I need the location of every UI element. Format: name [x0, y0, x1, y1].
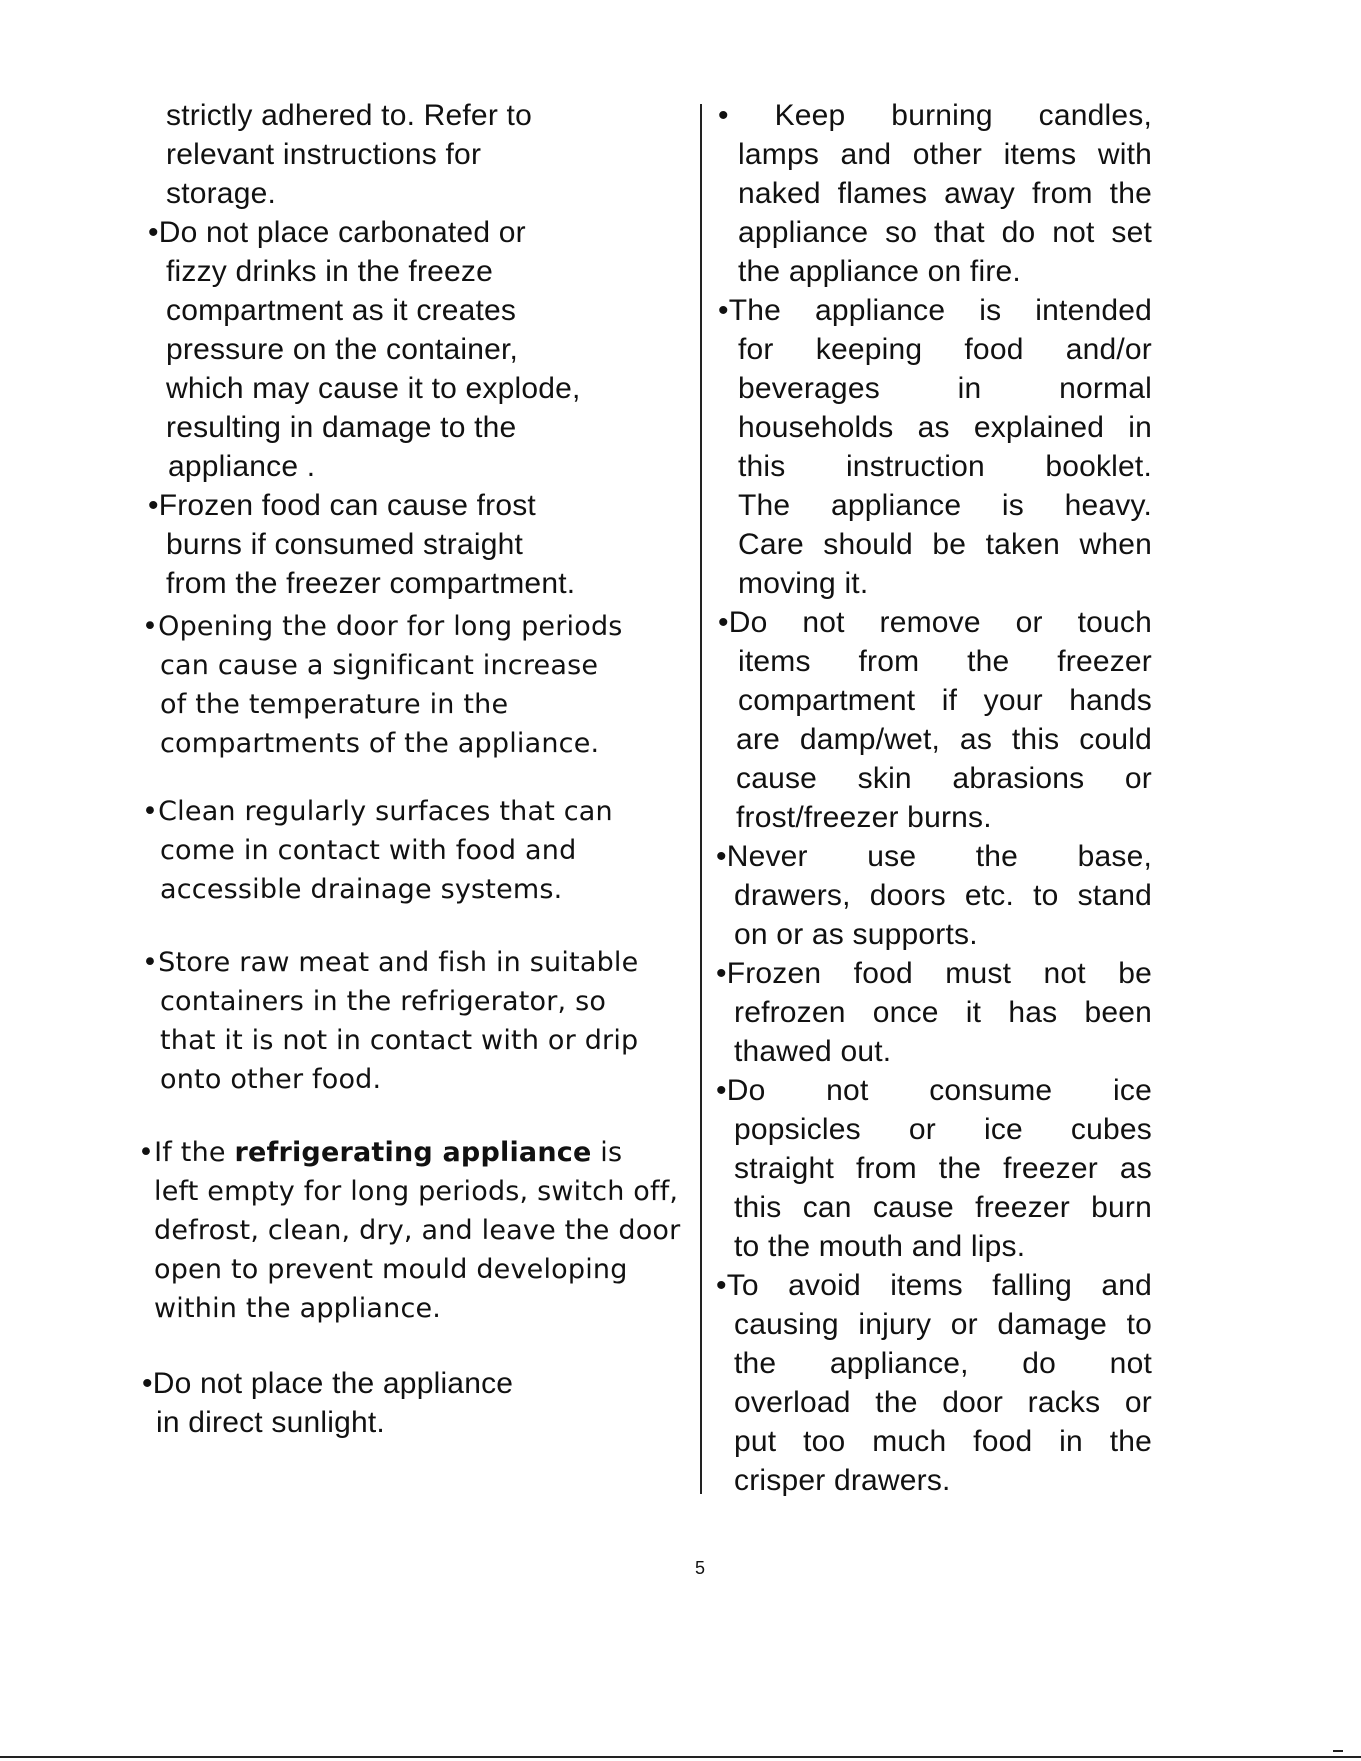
text-line: drawers, doors etc. to stand	[734, 879, 1152, 912]
text-line: from the freezer compartment.	[166, 567, 576, 600]
text-line: this instruction booklet.	[738, 450, 1152, 483]
text-line: for keeping food and/or	[738, 333, 1152, 366]
text-line: •Do not remove or touch	[718, 606, 1152, 639]
text-line: cause skin abrasions or	[736, 762, 1152, 795]
right-block-refreeze	[716, 954, 1152, 1071]
text-fragment: is	[591, 1137, 623, 1168]
text-line: open to prevent mould developing	[154, 1254, 628, 1285]
text-line: onto other food.	[160, 1064, 382, 1095]
text-line: overload the door racks or	[734, 1386, 1152, 1419]
text-line: that it is not in contact with or drip	[160, 1025, 639, 1056]
text-line: which may cause it to explode,	[166, 372, 581, 405]
text-line: crisper drawers.	[734, 1464, 951, 1497]
text-line: •Do not consume ice	[716, 1074, 1152, 1107]
text-line: appliance .	[168, 450, 316, 483]
text-line: popsicles or ice cubes	[734, 1113, 1152, 1146]
text-line: lamps and other items with	[738, 138, 1152, 171]
text-line: •The appliance is intended	[718, 294, 1152, 327]
column-divider	[700, 104, 702, 1494]
text-line: •Frozen food can cause frost	[148, 489, 536, 522]
text-line: pressure on the container,	[166, 333, 519, 366]
text-line: households as explained in	[738, 411, 1152, 444]
right-column	[716, 96, 1152, 1500]
left-block-sunlight	[142, 1364, 680, 1442]
text-line: to the mouth and lips.	[734, 1230, 1026, 1263]
text-line: can cause a significant increase	[160, 650, 599, 681]
left-block-raw-meat	[142, 943, 680, 1099]
text-line: accessible drainage systems.	[160, 874, 563, 905]
text-line: thawed out.	[734, 1035, 892, 1068]
right-block-intended-use	[718, 291, 1152, 603]
page-number: 5	[694, 1558, 705, 1578]
text-line: relevant instructions for	[166, 138, 482, 171]
bottom-tick-mark	[1333, 1750, 1343, 1752]
left-block-door-open	[142, 607, 680, 763]
text-line: •Do not place carbonated or	[148, 216, 526, 249]
text-line: frost/freezer burns.	[736, 801, 992, 834]
text-line: burns if consumed straight	[166, 528, 524, 561]
text-line: refrozen once it has been	[734, 996, 1152, 1029]
text-line: compartment if your hands	[738, 684, 1152, 717]
text-line: on or as supports.	[734, 918, 978, 951]
text-line: fizzy drinks in the freeze	[166, 255, 493, 288]
text-line: strictly adhered to. Refer to	[166, 99, 532, 132]
text-line: containers in the refrigerator, so	[160, 986, 607, 1017]
right-block-popsicles	[716, 1071, 1152, 1266]
text-line: the appliance on fire.	[738, 255, 1021, 288]
text-line: put too much food in the	[734, 1425, 1152, 1458]
left-block-carbonated	[148, 213, 680, 486]
left-block-frozen-food	[148, 486, 680, 603]
right-block-overload	[716, 1266, 1152, 1500]
text-line: resulting in damage to the	[166, 411, 517, 444]
right-block-candles	[718, 96, 1152, 291]
text-line: appliance so that do not set	[738, 216, 1152, 249]
text-line: •Clean regularly surfaces that can	[142, 796, 613, 827]
text-line: •Store raw meat and fish in suitable	[142, 947, 639, 978]
text-line: items from the freezer	[738, 645, 1152, 678]
text-line: •To avoid items falling and	[716, 1269, 1152, 1302]
text-line: naked flames away from the	[738, 177, 1152, 210]
text-line: within the appliance.	[154, 1293, 442, 1324]
right-block-damp-hands	[718, 603, 1152, 837]
text-line: •Never use the base,	[716, 840, 1152, 873]
text-line: storage.	[166, 177, 276, 210]
text-fragment: •If the	[138, 1137, 235, 1168]
text-line: compartment as it creates	[166, 294, 517, 327]
text-line: of the temperature in the	[160, 689, 509, 720]
left-block-storage	[160, 96, 680, 213]
text-line: causing injury or damage to	[734, 1308, 1152, 1341]
text-line	[138, 1133, 680, 1172]
text-line: left empty for long periods, switch off,	[154, 1176, 679, 1207]
text-line: straight from the freezer as	[734, 1152, 1152, 1185]
text-line: Care should be taken when	[738, 528, 1152, 561]
text-line: •Frozen food must not be	[716, 957, 1152, 990]
text-line: come in contact with food and	[160, 835, 577, 866]
bottom-rule	[0, 1756, 1361, 1758]
left-block-clean	[142, 792, 680, 909]
text-line: in direct sunlight.	[156, 1406, 385, 1439]
text-line: compartments of the appliance.	[160, 728, 600, 759]
text-line: defrost, clean, dry, and leave the door	[154, 1215, 681, 1246]
text-line: •Do not place the appliance	[142, 1367, 514, 1400]
left-column	[138, 96, 681, 1442]
text-line: are damp/wet, as this could	[736, 723, 1152, 756]
left-block-empty-appliance	[138, 1133, 680, 1328]
text-line: The appliance is heavy.	[738, 489, 1152, 522]
text-line: this can cause freezer burn	[734, 1191, 1152, 1224]
text-line: beverages in normal	[738, 372, 1152, 405]
text-line: • Keep burning candles,	[718, 99, 1152, 132]
text-line: moving it.	[738, 567, 869, 600]
text-line: •Opening the door for long periods	[142, 611, 623, 642]
emphasis-text: refrigerating appliance	[234, 1137, 592, 1168]
text-line: the appliance, do not	[734, 1347, 1152, 1380]
right-block-never-use-base	[716, 837, 1152, 954]
